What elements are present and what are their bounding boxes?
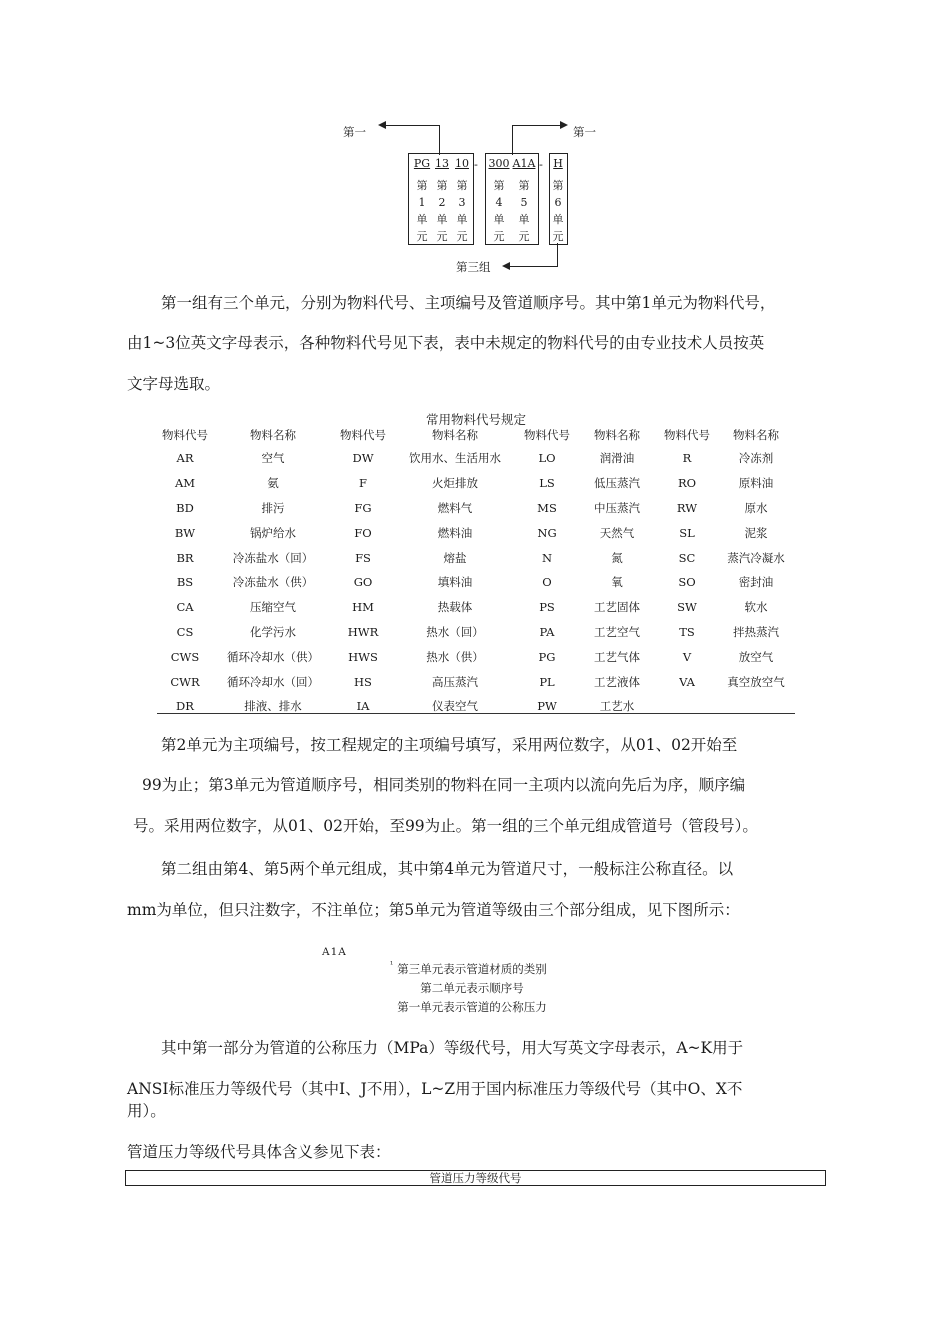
code-cell: O xyxy=(542,575,552,590)
name-cell: 放空气 xyxy=(738,649,774,664)
diagram-bottom-label: 第三组 xyxy=(456,260,491,274)
code-cell: SW xyxy=(677,600,697,615)
name-cell: 氧 xyxy=(611,575,623,590)
code-cell: CWR xyxy=(170,674,200,689)
pressure-table-title: 管道压力等级代号 xyxy=(429,1171,522,1185)
code-cell: HWR xyxy=(347,624,379,639)
table-row xyxy=(157,446,795,471)
name-cell: 蒸汽冷凝水 xyxy=(727,550,785,565)
code-cell: DR xyxy=(176,699,194,714)
unit1-code: PG xyxy=(413,157,431,170)
name-cell: 热载体 xyxy=(437,600,473,615)
paragraph-3-line-2: mm为单位，但只注数字，不注单位；第5单元为管道等级由三个部分组成，见下图所示： xyxy=(127,901,740,919)
table-row xyxy=(157,694,795,719)
name-cell: 冷冻盐水（供） xyxy=(232,575,314,590)
name-cell: 高压蒸汽 xyxy=(432,674,478,689)
code-cell: HM xyxy=(352,600,374,615)
code-cell: GO xyxy=(353,575,373,590)
table-bottom-rule xyxy=(157,713,795,714)
name-cell: 冷冻盐水（回） xyxy=(232,550,314,565)
code-cell: AM xyxy=(174,476,196,491)
code-cell: MS xyxy=(537,500,557,515)
grade-marker: ¹ xyxy=(390,960,394,969)
paragraph-4-line-1: 其中第一部分为管道的公称压力（MPa）等级代号，用大写英文字母表示，A~K用于 xyxy=(161,1039,744,1057)
name-cell: 仪表空气 xyxy=(432,699,478,714)
name-cell: 工艺液体 xyxy=(594,674,640,689)
arrow-line xyxy=(512,125,562,126)
name-cell: 化学污水 xyxy=(250,624,296,639)
code-cell: AR xyxy=(176,451,194,466)
code-cell: CS xyxy=(176,624,194,639)
paragraph-4-line-3: 用）。 xyxy=(127,1102,166,1120)
unit1-label: 第 1 单 元 xyxy=(416,179,428,243)
name-cell: 循环冷却水（供） xyxy=(227,649,319,664)
arrow-right-icon xyxy=(560,121,568,129)
table-row xyxy=(157,570,795,595)
name-cell: 热水（供） xyxy=(426,649,484,664)
name-cell: 真空放空气 xyxy=(727,674,785,689)
table-row xyxy=(157,545,795,570)
pressure-table xyxy=(125,1170,826,1186)
name-cell: 火炬排放 xyxy=(432,476,478,491)
arrow-left-icon xyxy=(378,121,386,129)
unit5-label: 第 5 单 元 xyxy=(518,179,530,243)
code-cell: FS xyxy=(355,550,371,565)
name-cell: 熔盐 xyxy=(443,550,467,565)
code-cell: PL xyxy=(539,674,555,689)
name-cell: 热水（回） xyxy=(426,624,484,639)
table-header-row xyxy=(157,424,795,446)
name-cell: 软水 xyxy=(744,600,768,615)
paragraph-5: 管道压力等级代号具体含义参见下表： xyxy=(127,1143,391,1161)
code-cell: HS xyxy=(354,674,372,689)
table-row xyxy=(157,620,795,645)
paragraph-1-line-1: 第一组有三个单元，分别为物料代号、主项编号及管道顺序号。其中第1单元为物料代号， xyxy=(161,294,776,312)
name-cell xyxy=(717,694,795,719)
unit5-code: A1A xyxy=(512,157,536,170)
code-cell: FG xyxy=(354,500,372,515)
name-cell: 天然气 xyxy=(599,525,635,540)
name-cell: 泥浆 xyxy=(744,525,768,540)
unit4-code: 300 xyxy=(488,157,510,170)
table-row xyxy=(157,669,795,694)
unit6-label: 第 6 单 元 xyxy=(552,179,564,243)
material-code-table xyxy=(157,424,795,719)
unit2-label: 第 2 单 元 xyxy=(436,179,448,243)
table-row xyxy=(157,496,795,521)
arrow-left-icon xyxy=(502,262,510,270)
grade-code: A1A xyxy=(322,946,347,958)
code-cell: HWS xyxy=(348,649,378,664)
code-cell: RW xyxy=(676,500,698,515)
paragraph-4-line-2: ANSI标准压力等级代号（其中I、J不用），L~Z用于国内标准压力等级代号（其中O、X不 xyxy=(127,1080,743,1098)
code-cell xyxy=(657,694,717,719)
grade-line-1: 第一单元表示管道的公称压力 xyxy=(397,1000,547,1014)
grade-line-2: 第二单元表示顺序号 xyxy=(420,981,524,995)
code-cell: BD xyxy=(176,500,194,515)
paragraph-2-line-1: 第2单元为主项编号，按工程规定的主项编号填写，采用两位数字，从01、02开始至 xyxy=(161,736,738,754)
table-row xyxy=(157,520,795,545)
name-cell: 冷冻剂 xyxy=(738,451,774,466)
name-cell: 排液、排水 xyxy=(244,699,302,714)
name-cell: 填料油 xyxy=(437,575,473,590)
code-cell: SC xyxy=(678,550,696,565)
paragraph-1-line-2: 由1~3位英文字母表示，各种物料代号见下表，表中未规定的物料代号的由专业技术人员按英 xyxy=(127,334,765,352)
name-cell: 润滑油 xyxy=(599,451,635,466)
code-cell: PG xyxy=(538,649,556,664)
unit3-label: 第 3 单 元 xyxy=(456,179,468,243)
code-cell: N xyxy=(541,550,553,565)
arrow-line xyxy=(509,266,558,267)
name-cell: 氮 xyxy=(611,550,623,565)
header-cell: 物料名称 xyxy=(250,428,296,442)
diagram-top-right-label: 第一 xyxy=(573,125,596,139)
name-cell: 压缩空气 xyxy=(250,600,296,615)
paragraph-3-line-1: 第二组由第4、第5两个单元组成，其中第4单元为管道尺寸，一般标注公称直径。以 xyxy=(161,860,734,878)
unit2-code: 13 xyxy=(435,157,449,170)
name-cell: 密封油 xyxy=(738,575,774,590)
table-row xyxy=(157,644,795,669)
name-cell: 循环冷却水（回） xyxy=(227,674,319,689)
code-cell: BW xyxy=(174,525,196,540)
code-cell: SL xyxy=(679,525,695,540)
header-cell: 物料代号 xyxy=(524,428,570,442)
name-cell: 饮用水、生活用水 xyxy=(409,451,501,466)
name-cell: 原水 xyxy=(744,500,768,515)
table-row xyxy=(157,595,795,620)
dash: - xyxy=(539,157,543,171)
table-row xyxy=(157,471,795,496)
unit3-code: 10 xyxy=(455,157,469,170)
code-cell: F xyxy=(359,476,367,491)
code-cell: CA xyxy=(176,600,194,615)
table-title: 常用物料代号规定 xyxy=(425,412,526,427)
grade-descriptions xyxy=(320,960,624,1017)
name-cell: 工艺固体 xyxy=(594,600,640,615)
header-cell: 物料代号 xyxy=(664,428,710,442)
code-cell: LS xyxy=(539,476,555,491)
header-cell: 物料名称 xyxy=(432,428,478,442)
name-cell: 燃料气 xyxy=(437,500,473,515)
name-cell: 锅炉给水 xyxy=(250,525,296,540)
dash: - xyxy=(474,157,478,171)
unit6-code: H xyxy=(553,157,563,170)
code-cell: LO xyxy=(538,451,556,466)
code-cell: V xyxy=(682,649,692,664)
name-cell: 氨 xyxy=(267,476,279,491)
name-cell: 拌热蒸汽 xyxy=(733,624,779,639)
code-cell: TS xyxy=(679,624,695,639)
code-cell: DW xyxy=(352,451,374,466)
code-cell: PW xyxy=(537,699,557,714)
paragraph-2-line-2: 99为止；第3单元为管道顺序号，相同类别的物料在同一主项内以流向先后为序，顺序编 xyxy=(142,776,746,794)
header-cell: 物料名称 xyxy=(594,428,640,442)
code-cell: IA xyxy=(356,699,370,714)
diagram-top-left-label: 第一 xyxy=(343,125,366,139)
header-cell: 物料名称 xyxy=(733,428,779,442)
paragraph-2-line-3: 号。采用两位数字，从01、02开始，至99为止。第一组的三个单元组成管道号（管段号）。 xyxy=(133,817,758,835)
name-cell: 燃料油 xyxy=(437,525,473,540)
code-cell: PS xyxy=(539,600,555,615)
unit4-label: 第 4 单 元 xyxy=(493,179,505,243)
name-cell: 原料油 xyxy=(738,476,774,491)
connector-line xyxy=(557,243,558,267)
code-cell: PA xyxy=(539,624,555,639)
arrow-line xyxy=(383,125,440,126)
name-cell: 低压蒸汽 xyxy=(594,476,640,491)
header-cell: 物料代号 xyxy=(340,428,386,442)
code-cell: SO xyxy=(678,575,696,590)
connector-line xyxy=(439,125,440,155)
name-cell: 中压蒸汽 xyxy=(594,500,640,515)
code-cell: BR xyxy=(176,550,194,565)
paragraph-1-line-3: 文字母选取。 xyxy=(127,375,221,393)
code-cell: BS xyxy=(176,575,194,590)
name-cell: 工艺水 xyxy=(599,699,635,714)
name-cell: 空气 xyxy=(261,451,285,466)
name-cell: 排污 xyxy=(261,500,285,515)
code-cell: FO xyxy=(354,525,372,540)
code-cell: VA xyxy=(679,674,695,689)
name-cell: 工艺气体 xyxy=(594,649,640,664)
code-cell: RO xyxy=(677,476,697,491)
code-cell: NG xyxy=(537,525,557,540)
name-cell: 工艺空气 xyxy=(594,624,640,639)
grade-line-3: 第三单元表示管道材质的类别 xyxy=(397,962,547,976)
code-cell: CWS xyxy=(170,649,200,664)
header-cell: 物料代号 xyxy=(162,428,208,442)
connector-line xyxy=(512,125,513,155)
code-cell: R xyxy=(682,451,692,466)
